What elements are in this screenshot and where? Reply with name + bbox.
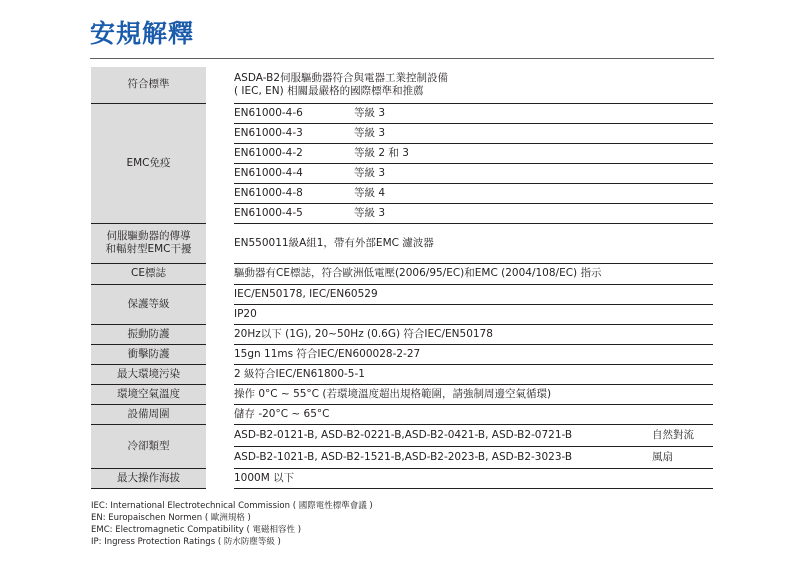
- footnote-emc: EMC: Electromagnetic Compatibility ( 電磁相容性 ): [91, 525, 302, 535]
- table-row: [91, 404, 713, 424]
- row-label-altitude: 最大操作海拔: [91, 468, 206, 488]
- protection-value-2: IP20: [234, 304, 713, 324]
- emc-level: 等級 2 和 3: [354, 146, 409, 159]
- temperature-value: 操作 0°C ~ 55°C (若環境溫度超出規格範圍，請強制周邊空氣循環): [234, 384, 713, 404]
- emc-standard: EN61000-4-3: [234, 126, 303, 139]
- standard-line2: ( IEC, EN) 相關最嚴格的國際標準和推薦: [234, 84, 424, 97]
- emc-level: 等級 3: [354, 206, 386, 219]
- emc-level: 等級 3: [354, 106, 386, 119]
- storage-value: 儲存 -20°C ~ 65°C: [234, 404, 713, 424]
- table-row: [91, 384, 713, 404]
- footnote-ip: IP: Ingress Protection Ratings ( 防水防塵等級 ): [91, 537, 281, 547]
- footnotes: [91, 500, 373, 548]
- row-label-standard: 符合標準: [91, 67, 206, 103]
- standard-value: [234, 67, 713, 103]
- emission-label-line2: 和輻射型EMC干擾: [105, 243, 192, 255]
- standard-line1: ASDA-B2伺服驅動器符合與電器工業控制設備: [234, 71, 448, 84]
- pollution-value: 2 級符合IEC/EN61800-5-1: [234, 364, 713, 384]
- cooling-type: 風扇: [652, 450, 673, 463]
- emc-standard: EN61000-4-2: [234, 146, 303, 159]
- row-label-ce: CE標誌: [91, 263, 206, 284]
- row-label-protection: 保護等級: [91, 284, 206, 324]
- table-row: [91, 424, 713, 446]
- row-label-storage: 設備周圍: [91, 404, 206, 424]
- ce-value: 驅動器有CE標誌，符合歐洲低電壓(2006/95/EC)和EMC (2004/108/EC) 指示: [234, 263, 713, 284]
- emc-level: 等級 3: [354, 166, 386, 179]
- table-row: [91, 103, 713, 123]
- page-title: 安規解釋: [90, 19, 195, 48]
- row-label-emission: [91, 223, 206, 263]
- emc-standard: EN61000-4-8: [234, 186, 303, 199]
- table-row: [91, 324, 713, 344]
- emc-standard: EN61000-4-4: [234, 166, 303, 179]
- row-label-vibration: 振動防護: [91, 324, 206, 344]
- cooling-type: 自然對流: [652, 428, 694, 441]
- emc-level: 等級 4: [354, 186, 386, 199]
- table-row: [91, 263, 713, 284]
- emc-standard: EN61000-4-6: [234, 106, 303, 119]
- footnote-en: EN: Europaischen Normen ( 歐洲規格 ): [91, 513, 251, 523]
- vibration-value: 20Hz以下 (1G), 20~50Hz (0.6G) 符合IEC/EN50178: [234, 324, 713, 344]
- cooling-models: ASD-B2-0121-B, ASD-B2-0221-B,ASD-B2-0421-B, ASD-B2-0721-B: [234, 428, 573, 441]
- row-label-temperature: 環境空氣溫度: [91, 384, 206, 404]
- emc-level: 等級 3: [354, 126, 386, 139]
- table-row: [91, 284, 713, 304]
- emission-value: EN550011級A組1，帶有外部EMC 濾波器: [234, 223, 713, 263]
- emission-label-line1: 伺服驅動器的傳導: [106, 230, 191, 242]
- altitude-value: 1000M 以下: [234, 468, 713, 488]
- table-row: [91, 364, 713, 384]
- row-label-emc: EMC免疫: [91, 103, 206, 223]
- table-row: [91, 344, 713, 364]
- emc-standard: EN61000-4-5: [234, 206, 303, 219]
- row-label-cooling: 冷卻類型: [91, 424, 206, 468]
- table-row: [91, 67, 713, 103]
- compliance-table: [91, 67, 713, 489]
- cooling-models: ASD-B2-1021-B, ASD-B2-1521-B,ASD-B2-2023-B, ASD-B2-3023-B: [234, 450, 573, 463]
- row-label-pollution: 最大環境污染: [91, 364, 206, 384]
- table-row: [91, 223, 713, 263]
- table-row: [91, 468, 713, 488]
- title-divider: [90, 58, 714, 59]
- row-label-shock: 衝擊防護: [91, 344, 206, 364]
- shock-value: 15gn 11ms 符合IEC/EN600028-2-27: [234, 344, 713, 364]
- protection-value-1: IEC/EN50178, IEC/EN60529: [234, 284, 713, 304]
- footnote-iec: IEC: International Electrotechnical Commission ( 國際電性標準會議 ): [91, 501, 373, 511]
